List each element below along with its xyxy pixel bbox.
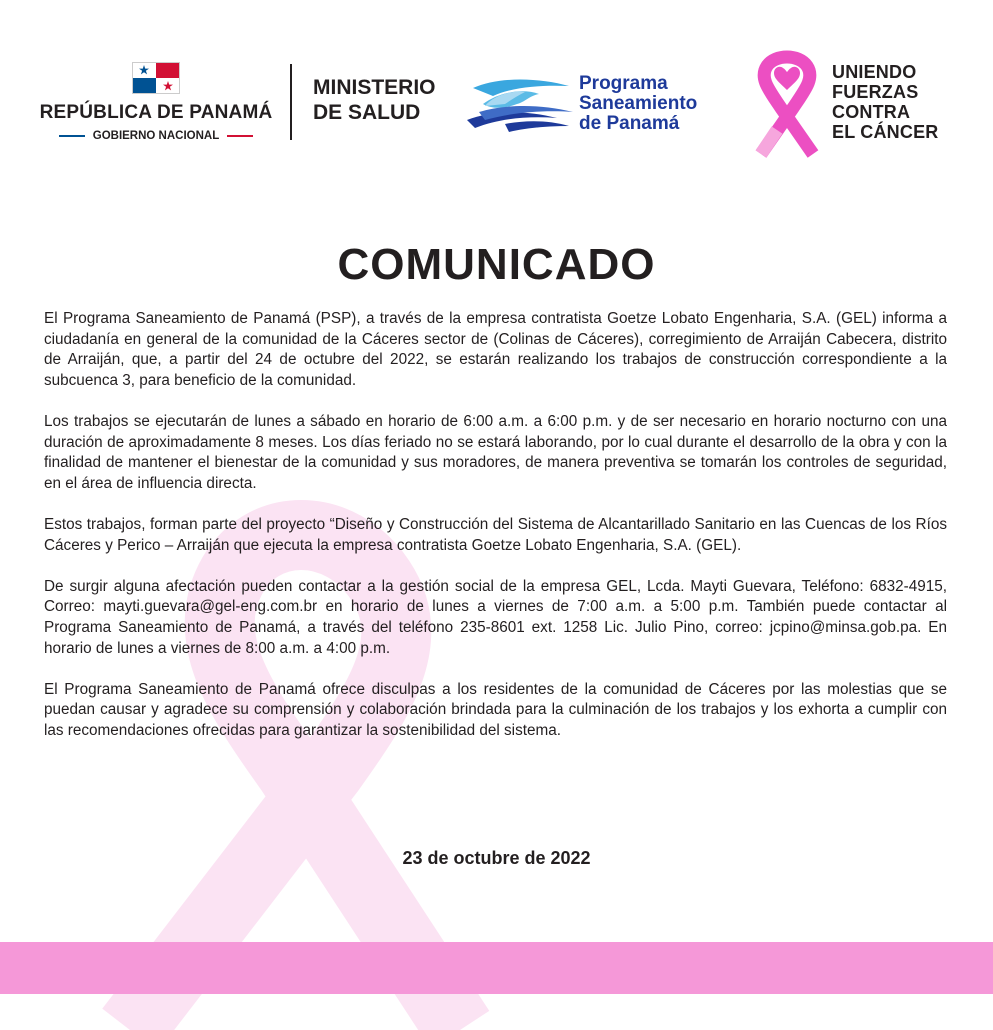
republic-logo xyxy=(36,62,276,142)
campaign-line-2: FUERZAS xyxy=(832,82,919,102)
campaign-line-3: CONTRA xyxy=(832,102,911,122)
program-line-3: de Panamá xyxy=(579,113,680,134)
document-body xyxy=(44,309,947,762)
panama-flag-icon xyxy=(132,62,180,94)
campaign-text xyxy=(832,62,938,142)
republic-subtitle: GOBIERNO NACIONAL xyxy=(92,130,220,142)
ministry-line-1: MINISTERIO xyxy=(313,76,436,99)
program-logo-text xyxy=(579,74,697,134)
program-line-1: Programa xyxy=(579,73,668,94)
pink-ribbon-icon xyxy=(747,50,827,158)
red-rule xyxy=(227,135,253,137)
paragraph-1: El Programa Saneamiento de Panamá (PSP), a través de la empresa contratista Goetze Lobato Engenharia, S.A. (GEL) informa a ciudadanía en general de la comunidad de la Cáceres sector de (Colinas de Cáceres), corregimiento de Arraiján Cabecera, distrito de Arraiján, que, a partir del 24 de octubre del 2022, se estarán realizando los trabajos de construcción correspondiente a la subcuenca 3, para beneficio de la comunidad. xyxy=(44,310,947,389)
paragraph-2: Los trabajos se ejecutarán de lunes a sábado en horario de 6:00 a.m. a 6:00 p.m. y de ser necesario en horario nocturno con una duración de aproximadamente 8 meses. Los días feriado no se estará laborando, por lo cual durante el desarrollo de la obra y con la finalidad de mantener el bienestar de la comunidad y sus moradores, de manera preventiva se tomarán los controles de seguridad, en el área de influencia directa. xyxy=(44,412,947,492)
republic-title: REPÚBLICA DE PANAMÁ xyxy=(39,102,273,123)
document-title: COMUNICADO xyxy=(337,240,656,289)
paragraph-3: Estos trabajos, forman parte del proyecto “Diseño y Construcción del Sistema de Alcantarillado Sanitario en las Cuencas de los Ríos Cáceres y Perico – Arraiján que ejecuta la empresa contratista Goetze Lobato Engenharia, S.A. (GEL). xyxy=(44,515,947,554)
ministry-logo xyxy=(313,75,436,125)
ministry-line-2: DE SALUD xyxy=(313,101,421,124)
dolphin-logo-icon xyxy=(465,74,575,134)
campaign-line-1: UNIENDO xyxy=(832,62,917,82)
pink-footer-band xyxy=(0,942,993,994)
header xyxy=(0,0,993,170)
blue-rule xyxy=(59,135,85,137)
paragraph-4: De surgir alguna afectación pueden contactar a la gestión social de la empresa GEL, Lcda. Mayti Guevara, Teléfono: 6832-4915, Correo: mayti.guevara@gel-eng.com.br en horario de lunes a viernes de 7:00 a.m. a 5:00 p.m. También puede contactar al Programa Saneamiento de Panamá, a través del teléfono 235-8601 ext. 1258 Lic. Julio Pino, correo: jcpino@minsa.gob.pa. En horario de lunes a viernes de 8:00 a.m. a 4:00 p.m. xyxy=(44,577,947,657)
document-date: 23 de octubre de 2022 xyxy=(402,848,591,868)
campaign-line-4: EL CÁNCER xyxy=(832,122,939,142)
republic-subtitle-row xyxy=(36,130,276,142)
paragraph-5: El Programa Saneamiento de Panamá ofrece disculpas a los residentes de la comunidad de Cáceres por las molestias que se puedan causar y agradece su comprensión y colaboración brindada para la culminación de los trabajos y los exhorta a cumplir con las recomendaciones ofrecidas para garantizar la sostenibilidad del sistema. xyxy=(44,680,947,739)
program-line-2: Saneamiento xyxy=(579,93,698,114)
header-divider xyxy=(290,64,292,140)
